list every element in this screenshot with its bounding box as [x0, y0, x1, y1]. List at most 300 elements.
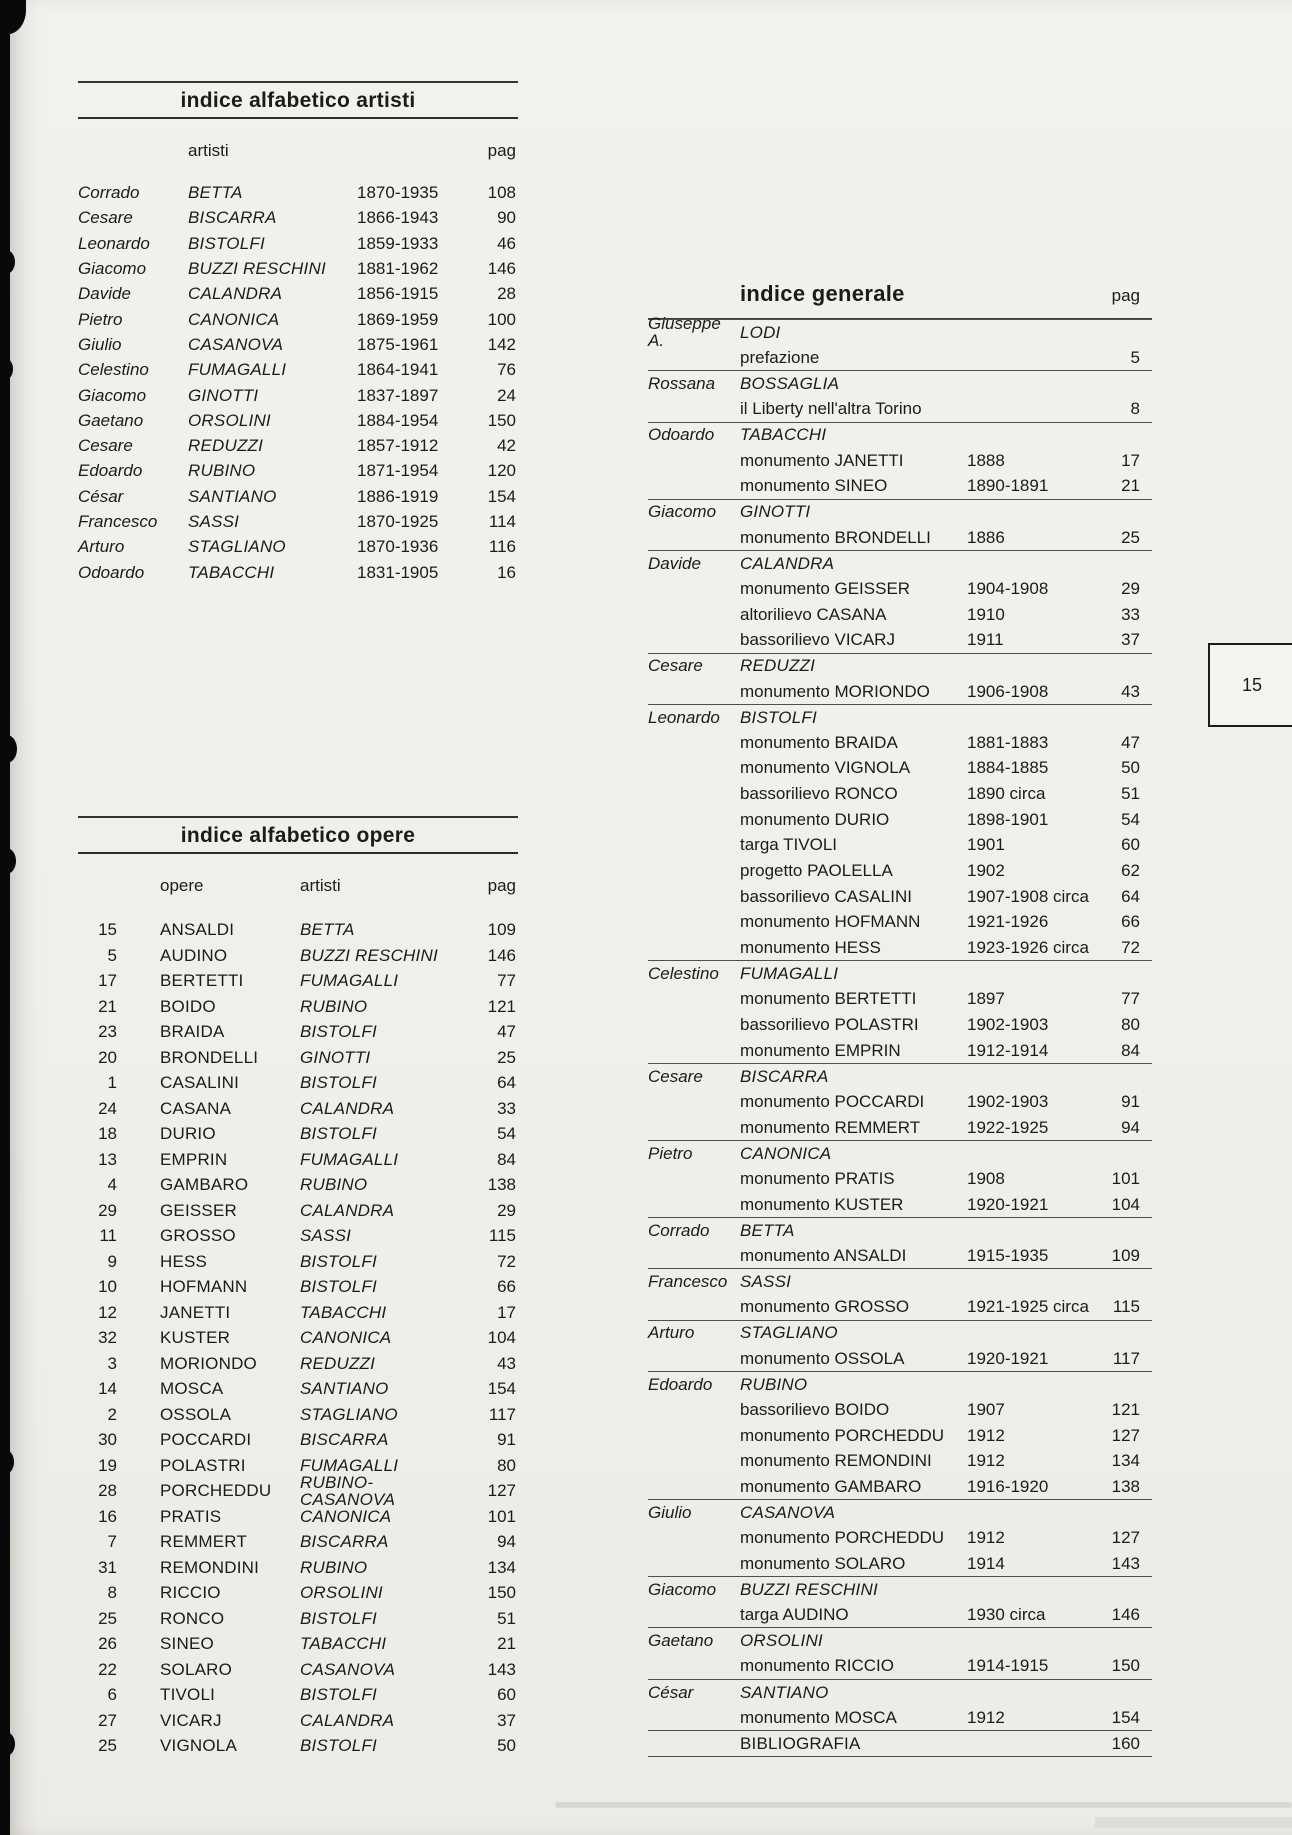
general-row: [648, 396, 1152, 422]
page-reference: 42: [497, 436, 516, 456]
work-artist: SASSI: [300, 1226, 352, 1246]
page-reference: 43: [497, 1353, 516, 1373]
artist-surname: GINOTTI: [188, 385, 259, 405]
scan-artifact-blob: [0, 735, 17, 763]
general-row: [648, 1114, 1152, 1140]
page-reference: 29: [1121, 578, 1140, 598]
artist-row: [78, 332, 518, 357]
page-reference: 146: [1111, 1605, 1140, 1625]
entry-main-text: BISCARRA: [740, 1066, 829, 1086]
entry-main-text: monumento BERTETTI: [740, 989, 917, 1009]
artist-life-years: 1875-1961: [357, 334, 439, 354]
work-artist: BISTOLFI: [300, 1736, 377, 1756]
page-reference: 16: [497, 562, 516, 582]
general-row: [648, 832, 1152, 858]
entry-first-name: Leonardo: [648, 707, 720, 727]
general-row: [648, 1397, 1152, 1423]
page-reference: 24: [497, 385, 516, 405]
work-artist: ORSOLINI: [300, 1583, 383, 1603]
work-row: [78, 968, 518, 994]
work-row: [78, 1606, 518, 1632]
work-number: 7: [107, 1532, 117, 1552]
work-row: [78, 1657, 518, 1683]
work-row: [78, 1580, 518, 1606]
entry-first-name: Cesare: [648, 1066, 703, 1086]
artist-row: [78, 180, 518, 205]
page-reference: 17: [1121, 450, 1140, 470]
artist-first-name: Leonardo: [78, 233, 150, 253]
artist-surname: SANTIANO: [188, 486, 277, 506]
entry-first-name: Pietro: [648, 1143, 693, 1163]
artist-first-name: Cesare: [78, 208, 133, 228]
entry-main-text: BOSSAGLIA: [740, 374, 840, 394]
entry-year: 1906-1908: [967, 681, 1049, 701]
scan-artifact-blob: [0, 848, 16, 874]
artists-index-headers: [78, 137, 518, 163]
general-row: [648, 1037, 1152, 1063]
work-number: 14: [98, 1379, 117, 1399]
page-reference: 150: [487, 410, 516, 430]
work-number: 30: [98, 1430, 117, 1450]
work-name: CASANA: [160, 1098, 232, 1118]
page-reference: 138: [1111, 1476, 1140, 1496]
page-reference: 46: [497, 233, 516, 253]
entry-main-text: bassorilievo VICARJ: [740, 630, 895, 650]
general-row: [648, 1345, 1152, 1371]
page-number-box: [1208, 643, 1292, 727]
column-header-opere: opere: [160, 875, 204, 895]
page-reference: 115: [488, 1226, 516, 1246]
entry-year: 1914: [967, 1553, 1005, 1573]
artist-life-years: 1871-1954: [357, 461, 439, 481]
work-row: [78, 943, 518, 969]
entry-main-text: ORSOLINI: [740, 1631, 823, 1651]
entry-first-name: Giulio: [648, 1503, 692, 1523]
page-reference: 77: [497, 971, 516, 991]
work-artist: CANONICA: [300, 1506, 392, 1526]
page-reference: 146: [487, 259, 516, 279]
entry-first-name: Arturo: [648, 1323, 695, 1343]
page-reference: 104: [487, 1328, 516, 1348]
entry-year: 1930 circa: [967, 1605, 1046, 1625]
general-row: [648, 1730, 1152, 1756]
entry-main-text: monumento ANSALDI: [740, 1245, 907, 1265]
entry-year: 1912-1914: [967, 1040, 1049, 1060]
general-row: [648, 422, 1152, 448]
entry-main-text: monumento GAMBARO: [740, 1476, 922, 1496]
work-artist: CASANOVA: [300, 1659, 396, 1679]
work-row: [78, 1249, 518, 1275]
entry-main-text: TABACCHI: [740, 425, 827, 445]
page-reference: 117: [1112, 1348, 1140, 1368]
entry-main-text: monumento BRONDELLI: [740, 527, 931, 547]
artist-row: [78, 306, 518, 331]
work-row: [78, 994, 518, 1020]
page-reference: 62: [1121, 861, 1140, 881]
entry-year: 1920-1921: [967, 1194, 1049, 1214]
work-artist: RUBINO: [300, 1175, 368, 1195]
general-row: [648, 576, 1152, 602]
general-row: [648, 1012, 1152, 1038]
entry-year: 1922-1925: [967, 1117, 1049, 1137]
general-row: [648, 806, 1152, 832]
page-reference: 94: [1121, 1117, 1140, 1137]
general-row: [648, 447, 1152, 473]
work-name: SINEO: [160, 1634, 214, 1654]
scan-artifact-smear: [555, 1802, 1292, 1808]
entry-main-text: monumento DURIO: [740, 809, 890, 829]
page-reference: 37: [497, 1710, 516, 1730]
artist-surname: BUZZI RESCHINI: [188, 259, 326, 279]
work-row: [78, 1223, 518, 1249]
artist-first-name: Cesare: [78, 436, 133, 456]
artist-life-years: 1859-1933: [357, 233, 439, 253]
work-name: CASALINI: [160, 1073, 240, 1093]
page-reference: 51: [497, 1608, 516, 1628]
work-name: REMMERT: [160, 1532, 248, 1552]
general-row: [648, 473, 1152, 499]
work-name: EMPRIN: [160, 1149, 228, 1169]
work-name: AUDINO: [160, 945, 228, 965]
general-row: [648, 704, 1152, 730]
entry-year: 1907: [967, 1399, 1005, 1419]
page-reference: 84: [1121, 1040, 1140, 1060]
work-name: BOIDO: [160, 996, 216, 1016]
artist-first-name: Giacomo: [78, 259, 147, 279]
entry-main-text: monumento HESS: [740, 938, 881, 958]
artist-surname: RUBINO: [188, 461, 256, 481]
entry-first-name: Rossana: [648, 374, 716, 394]
work-name: ANSALDI: [160, 920, 235, 940]
entry-main-text: BIBLIOGRAFIA: [740, 1733, 861, 1753]
work-artist: BISTOLFI: [300, 1277, 377, 1297]
work-name: DURIO: [160, 1124, 216, 1144]
work-artist: CANONICA: [300, 1328, 392, 1348]
page-reference: 72: [497, 1251, 516, 1271]
work-artist: BISTOLFI: [300, 1073, 377, 1093]
entry-main-text: SASSI: [740, 1272, 792, 1292]
entry-year: 1910: [967, 604, 1005, 624]
works-index-headers: [78, 872, 518, 898]
page-reference: 143: [487, 1659, 516, 1679]
entry-main-text: monumento GROSSO: [740, 1297, 910, 1317]
work-artist: BISTOLFI: [300, 1251, 377, 1271]
artist-row: [78, 382, 518, 407]
page-reference: 154: [487, 486, 516, 506]
work-artist: BISTOLFI: [300, 1685, 377, 1705]
entry-year: 1921-1925 circa: [967, 1297, 1089, 1317]
work-artist: CALANDRA: [300, 1200, 395, 1220]
general-row: [648, 1653, 1152, 1679]
artist-life-years: 1886-1919: [357, 486, 439, 506]
page-reference: 101: [1111, 1168, 1140, 1188]
work-number: 20: [98, 1047, 117, 1067]
work-row: [78, 1708, 518, 1734]
artist-surname: REDUZZI: [188, 436, 264, 456]
entry-main-text: monumento JANETTI: [740, 450, 904, 470]
page-reference: 54: [497, 1124, 516, 1144]
page-reference: 94: [497, 1532, 516, 1552]
page-reference: 60: [1121, 835, 1140, 855]
entry-year: 1888: [967, 450, 1005, 470]
work-artist: BISCARRA: [300, 1532, 389, 1552]
work-artist: STAGLIANO: [300, 1404, 398, 1424]
work-row: [78, 1427, 518, 1453]
work-name: POLASTRI: [160, 1455, 246, 1475]
entry-main-text: monumento RICCIO: [740, 1656, 894, 1676]
work-artist: BISTOLFI: [300, 1022, 377, 1042]
work-number: 25: [98, 1736, 117, 1756]
artist-surname: BETTA: [188, 183, 243, 203]
general-row: [648, 858, 1152, 884]
entry-first-name: Davide: [648, 553, 701, 573]
page-reference: 109: [487, 920, 516, 940]
entry-year: 1911: [967, 630, 1004, 650]
entry-main-text: BUZZI RESCHINI: [740, 1579, 878, 1599]
general-row: [648, 960, 1152, 986]
artist-life-years: 1870-1936: [357, 537, 439, 557]
artist-surname: ORSOLINI: [188, 410, 271, 430]
entry-main-text: BISTOLFI: [740, 707, 817, 727]
work-row: [78, 1070, 518, 1096]
entry-main-text: prefazione: [740, 347, 820, 367]
work-row: [78, 1325, 518, 1351]
general-row: [648, 986, 1152, 1012]
page-reference: 91: [497, 1430, 516, 1450]
page-reference: 64: [1121, 886, 1140, 906]
entry-main-text: monumento OSSOLA: [740, 1348, 905, 1368]
entry-year: 1901: [967, 835, 1005, 855]
general-row: [648, 653, 1152, 679]
entry-year: 1890 circa: [967, 784, 1046, 804]
work-artist: BISTOLFI: [300, 1608, 377, 1628]
page-reference: 77: [1121, 989, 1140, 1009]
general-row: [648, 1448, 1152, 1474]
artist-life-years: 1864-1941: [357, 360, 439, 380]
work-number: 23: [98, 1022, 117, 1042]
page-reference: 143: [1111, 1553, 1140, 1573]
work-name: BRONDELLI: [160, 1047, 259, 1067]
entry-year: 1907-1908 circa: [967, 886, 1089, 906]
work-artist: BETTA: [300, 920, 355, 940]
page-reference: 50: [497, 1736, 516, 1756]
general-row: [648, 1525, 1152, 1551]
artists-index-title: indice alfabetico artisti: [180, 89, 416, 112]
work-row: [78, 1121, 518, 1147]
work-number: 29: [98, 1200, 117, 1220]
entry-main-text: monumento PRATIS: [740, 1168, 895, 1188]
work-name: TIVOLI: [160, 1685, 216, 1705]
page-reference: 117: [488, 1404, 516, 1424]
work-name: BRAIDA: [160, 1022, 225, 1042]
work-number: 11: [99, 1226, 117, 1246]
page-reference: 101: [487, 1506, 516, 1526]
page-reference: 116: [488, 537, 516, 557]
entry-main-text: LODI: [740, 322, 781, 342]
general-row: [648, 524, 1152, 550]
entry-first-name: Cesare: [648, 656, 703, 676]
entry-main-text: RUBINO: [740, 1374, 808, 1394]
entry-first-name: Francesco: [648, 1272, 728, 1292]
work-artist: RUBINO: [300, 996, 368, 1016]
entry-first-name: Gaetano: [648, 1631, 714, 1651]
artist-life-years: 1866-1943: [357, 208, 439, 228]
entry-main-text: bassorilievo RONCO: [740, 784, 898, 804]
general-row: [648, 1166, 1152, 1192]
general-row: [648, 1602, 1152, 1628]
work-number: 26: [98, 1634, 117, 1654]
page-reference: 90: [497, 208, 516, 228]
page-reference: 127: [487, 1481, 516, 1501]
artist-first-name: Giacomo: [78, 385, 147, 405]
artist-first-name: Giulio: [78, 334, 122, 354]
general-row: [648, 499, 1152, 525]
entry-year: 1904-1908: [967, 578, 1049, 598]
entry-main-text: monumento EMPRIN: [740, 1040, 901, 1060]
artist-life-years: 1856-1915: [357, 284, 439, 304]
entry-main-text: monumento REMONDINI: [740, 1451, 932, 1471]
scan-artifact-blob: [0, 1732, 15, 1756]
page-reference: 28: [497, 284, 516, 304]
general-row: [648, 678, 1152, 704]
artist-row: [78, 458, 518, 483]
work-artist: BUZZI RESCHINI: [300, 945, 438, 965]
page-reference: 154: [487, 1379, 516, 1399]
general-row: [648, 1243, 1152, 1269]
work-artist: CALANDRA: [300, 1710, 395, 1730]
page-reference: 154: [1111, 1707, 1140, 1727]
page-reference: 37: [1121, 630, 1140, 650]
work-artist: BISCARRA: [300, 1430, 389, 1450]
general-row: [648, 935, 1152, 961]
artists-table: [78, 180, 518, 585]
entry-main-text: SANTIANO: [740, 1682, 829, 1702]
page-number: 15: [1241, 674, 1263, 695]
page-reference: 33: [1121, 604, 1140, 624]
artist-surname: CANONICA: [188, 309, 280, 329]
work-row: [78, 1096, 518, 1122]
works-index-title-block: [78, 816, 518, 854]
artist-life-years: 1837-1897: [357, 385, 439, 405]
page-reference: 33: [497, 1098, 516, 1118]
work-number: 16: [98, 1506, 117, 1526]
general-row: [648, 1140, 1152, 1166]
page-reference: 121: [487, 996, 516, 1016]
entry-year: 1908: [967, 1168, 1005, 1188]
general-row: [648, 1422, 1152, 1448]
column-header-artisti: artisti: [300, 875, 341, 895]
work-name: OSSOLA: [160, 1404, 232, 1424]
work-number: 27: [98, 1710, 117, 1730]
work-row: [78, 1300, 518, 1326]
artist-first-name: Davide: [78, 284, 131, 304]
artist-row: [78, 408, 518, 433]
entry-year: 1923-1926 circa: [967, 938, 1089, 958]
artist-row: [78, 256, 518, 281]
artist-surname: BISCARRA: [188, 208, 277, 228]
entry-year: 1920-1921: [967, 1348, 1049, 1368]
artist-surname: FUMAGALLI: [188, 360, 287, 380]
entry-main-text: monumento SOLARO: [740, 1553, 906, 1573]
entry-first-name: Celestino: [648, 964, 719, 984]
page-reference: 134: [1111, 1451, 1140, 1471]
page-reference: 50: [1121, 758, 1140, 778]
artist-row: [78, 231, 518, 256]
page-reference: 5: [1130, 347, 1140, 367]
page-reference: 21: [497, 1634, 516, 1654]
artist-row: [78, 534, 518, 559]
artist-row: [78, 559, 518, 584]
artist-life-years: 1831-1905: [357, 562, 439, 582]
page-reference: 21: [1121, 476, 1140, 496]
page-reference: 64: [497, 1073, 516, 1093]
entry-main-text: monumento REMMERT: [740, 1117, 921, 1137]
general-row: [648, 883, 1152, 909]
work-number: 1: [107, 1073, 117, 1093]
general-row: [648, 1320, 1152, 1346]
work-name: GROSSO: [160, 1226, 236, 1246]
entry-main-text: monumento MORIONDO: [740, 681, 930, 701]
entry-main-text: REDUZZI: [740, 656, 816, 676]
page-reference: 80: [1121, 1015, 1140, 1035]
work-number: 15: [98, 920, 117, 940]
general-row: [648, 755, 1152, 781]
work-name: HESS: [160, 1251, 208, 1271]
work-number: 18: [98, 1124, 117, 1144]
scan-artifact-blob: [0, 250, 15, 274]
page-reference: 76: [497, 360, 516, 380]
entry-main-text: CALANDRA: [740, 553, 835, 573]
page-reference: 142: [487, 334, 516, 354]
entry-year: 1890-1891: [967, 476, 1049, 496]
page-reference: 54: [1121, 809, 1140, 829]
work-row: [78, 1631, 518, 1657]
entry-first-name: Odoardo: [648, 425, 715, 445]
work-number: 21: [98, 996, 117, 1016]
entry-main-text: monumento VIGNOLA: [740, 758, 911, 778]
general-row: [648, 1371, 1152, 1397]
page-reference: 138: [487, 1175, 516, 1195]
general-row: [648, 1627, 1152, 1653]
work-number: 4: [107, 1175, 117, 1195]
work-name: KUSTER: [160, 1328, 231, 1348]
work-artist: RUBINO-CASANOVA: [300, 1472, 396, 1509]
general-row: [648, 1551, 1152, 1577]
work-name: RICCIO: [160, 1583, 221, 1603]
scan-artifact-blob: [0, 358, 13, 380]
page-reference: 91: [1121, 1092, 1140, 1112]
general-row: [648, 1704, 1152, 1730]
entry-main-text: CASANOVA: [740, 1503, 836, 1523]
artist-surname: TABACCHI: [188, 562, 275, 582]
page-reference: 80: [497, 1455, 516, 1475]
scan-artifact-smear: [1095, 1817, 1292, 1828]
work-number: 2: [107, 1404, 117, 1424]
page-reference: 127: [1111, 1425, 1140, 1445]
work-row: [78, 917, 518, 943]
general-row: [648, 370, 1152, 396]
work-name: GEISSER: [160, 1200, 237, 1220]
artist-life-years: 1857-1912: [357, 436, 439, 456]
artist-first-name: Celestino: [78, 360, 149, 380]
work-row: [78, 1019, 518, 1045]
artist-row: [78, 484, 518, 509]
work-number: 25: [98, 1608, 117, 1628]
scan-artifact-blob: [0, 1450, 14, 1474]
artist-first-name: Edoardo: [78, 461, 143, 481]
general-row: [648, 909, 1152, 935]
work-artist: FUMAGALLI: [300, 971, 399, 991]
